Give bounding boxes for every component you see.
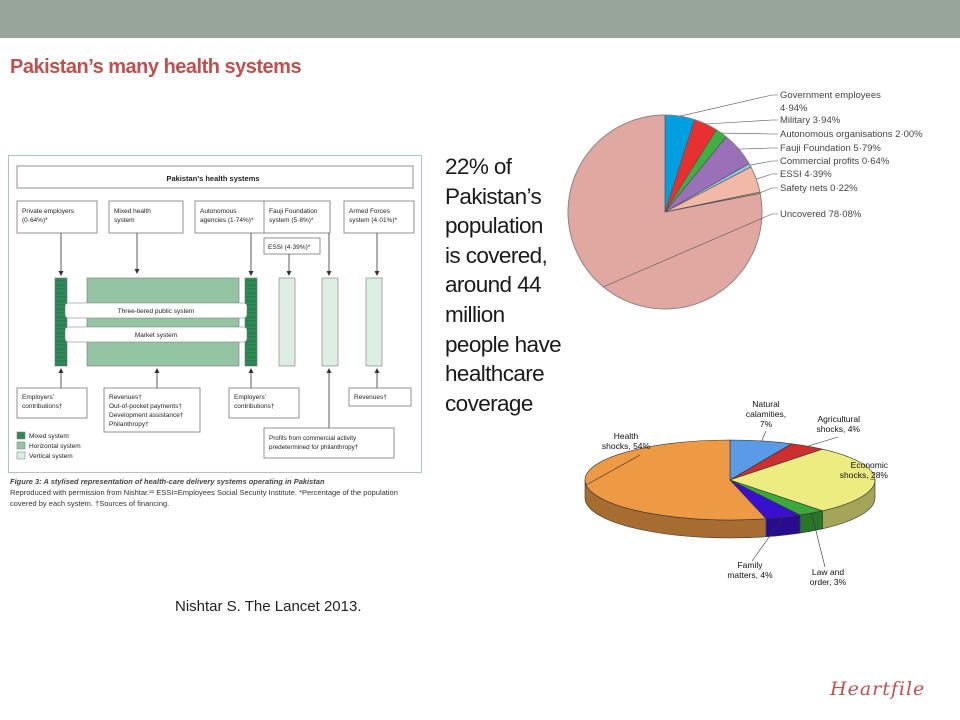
coverage-statement xyxy=(445,152,561,418)
health-systems-diagram xyxy=(8,155,422,473)
pie3d-slice-label: Health xyxy=(613,431,639,441)
pie3d-slice-label: order, 3% xyxy=(809,577,847,587)
statement-line: around 44 xyxy=(445,272,541,298)
financing-label: Philanthropy† xyxy=(109,421,149,428)
top-system-label: system xyxy=(114,217,135,224)
financing-label: contributions† xyxy=(234,403,275,410)
vertical-system-bar xyxy=(279,278,295,366)
flow-arrowhead xyxy=(135,269,140,274)
funding-arrowhead xyxy=(375,368,380,373)
pie3d-slice-label: shocks, 54% xyxy=(601,441,651,451)
financing-label: Employers’ xyxy=(234,394,267,401)
essi-label: ESSI (4·39%)* xyxy=(268,244,311,251)
flow-arrowhead xyxy=(287,271,292,276)
legend-label: Horizontal system xyxy=(29,443,81,450)
pie-slice-label: Military 3·94% xyxy=(780,115,841,126)
pie-slice-label: Autonomous organisations 2·00% xyxy=(780,129,923,140)
legend-swatch xyxy=(17,442,25,449)
pie3d-slice-label: Family xyxy=(737,560,763,570)
tier-public-label: Three-tiered public system xyxy=(117,308,195,315)
top-system-label: system (4·01%)* xyxy=(349,217,398,224)
horizontal-system-box xyxy=(87,278,239,366)
legend-label: Vertical system xyxy=(29,453,73,460)
flow-arrowhead xyxy=(327,271,332,276)
pie3d-slice-label: shocks, 4% xyxy=(816,424,860,434)
top-system-label: (0·64%)* xyxy=(22,217,48,224)
figure-caption xyxy=(10,476,422,509)
pie-slice-label: Fauji Foundation 5·79% xyxy=(780,143,881,154)
shocks-pie-chart xyxy=(570,395,890,605)
funding-arrowhead xyxy=(59,368,64,373)
legend-swatch xyxy=(17,452,25,459)
pie-slice-label: Safety nets 0·22% xyxy=(780,183,858,194)
pie-leader-line xyxy=(760,188,778,193)
financing-label: Revenues† xyxy=(354,394,387,401)
pie3d-leader-line xyxy=(808,437,838,446)
top-bar xyxy=(0,0,960,38)
statement-line: million xyxy=(445,301,505,327)
statement-line: population xyxy=(445,213,543,239)
pie3d-slice-label: matters, 4% xyxy=(727,570,773,580)
legend-label: Mixed system xyxy=(29,433,69,440)
pie-slice-label: 4·94% xyxy=(780,103,808,114)
slide-title: Pakistan’s many health systems xyxy=(10,56,302,78)
financing-label: Employers’ xyxy=(22,394,55,401)
pie-slice-label: Government employees xyxy=(780,90,881,101)
statement-line: healthcare xyxy=(445,361,545,387)
top-system-label: Fauji Foundation xyxy=(269,208,318,215)
tier-market-label: Market system xyxy=(134,332,178,339)
financing-label: Development assistance† xyxy=(109,412,184,419)
top-system-label: system (5·8%)* xyxy=(269,217,314,224)
vertical-system-bar xyxy=(322,278,338,366)
pie3d-leader-line xyxy=(762,431,766,441)
pie3d-slice-label: shocks, 28% xyxy=(839,470,888,480)
diagram-header: Pakistan’s health systems xyxy=(166,174,260,183)
pie3d-slice-label: Agricultural xyxy=(817,414,860,424)
vertical-system-bar xyxy=(366,278,382,366)
profits-label: Profits from commercial activity xyxy=(269,435,357,442)
pie-leader-line xyxy=(756,174,778,179)
pie3d-slice-label: calamities, xyxy=(745,409,787,419)
funding-arrowhead xyxy=(155,368,160,373)
flow-arrowhead xyxy=(375,271,380,276)
top-system-label: Armed Forces xyxy=(349,208,390,215)
financing-label: Out-of-pocket payments† xyxy=(109,403,182,410)
caption-text: Reproduced with permission from Nishtar.²¹ ESSI=Employees Social Security Institute. *Percentage of the population covered by each system. †Sources of financing. xyxy=(10,488,398,508)
pie-slice-label: Commercial profits 0·64% xyxy=(780,156,890,167)
diagram-canvas xyxy=(9,156,420,471)
pie3d-slice-label: Law and xyxy=(811,567,845,577)
top-system-label: Autonomous xyxy=(200,208,237,215)
funding-arrowhead xyxy=(327,368,332,373)
funding-arrowhead xyxy=(249,368,254,373)
caption-figure-label: Figure 3: A stylised representation of health-care delivery systems operating in Pakistan xyxy=(10,477,325,486)
statement-line: Pakistan’s xyxy=(445,183,542,209)
pie-leader-line xyxy=(706,120,778,124)
pie-slice-label: ESSI 4·39% xyxy=(780,169,832,180)
flow-arrowhead xyxy=(249,271,254,276)
financing-label: contributions† xyxy=(22,403,63,410)
profits-box xyxy=(264,428,394,458)
legend-swatch xyxy=(17,432,25,439)
statement-line: coverage xyxy=(445,390,533,416)
financing-label: Revenues† xyxy=(109,394,142,401)
citation: Nishtar S. The Lancet 2013. xyxy=(175,598,362,615)
pie3d-slice-label: Economic xyxy=(850,460,888,470)
pie-leader-line xyxy=(721,133,778,134)
top-system-label: agencies (1·74%)* xyxy=(200,217,254,224)
flow-arrowhead xyxy=(59,271,64,276)
pie3d-slice-label: 7% xyxy=(759,419,773,429)
pie3d-slice-label: Natural xyxy=(752,399,780,409)
pie-leader-line xyxy=(680,95,778,116)
profits-label: predetermined for philanthropy† xyxy=(269,444,359,451)
pie-leader-line xyxy=(750,161,778,165)
coverage-pie-chart xyxy=(560,85,960,315)
top-system-label: Private employers xyxy=(22,208,75,215)
pie-leader-line xyxy=(739,148,778,149)
statement-line: people have xyxy=(445,331,562,357)
statement-line: 22% of xyxy=(445,154,512,179)
top-system-label: Mixed health xyxy=(114,208,151,215)
heartfile-logo: Heartfile xyxy=(830,678,926,700)
pie-slice-label: Uncovered 78·08% xyxy=(780,209,862,220)
statement-line: is covered, xyxy=(445,242,548,268)
